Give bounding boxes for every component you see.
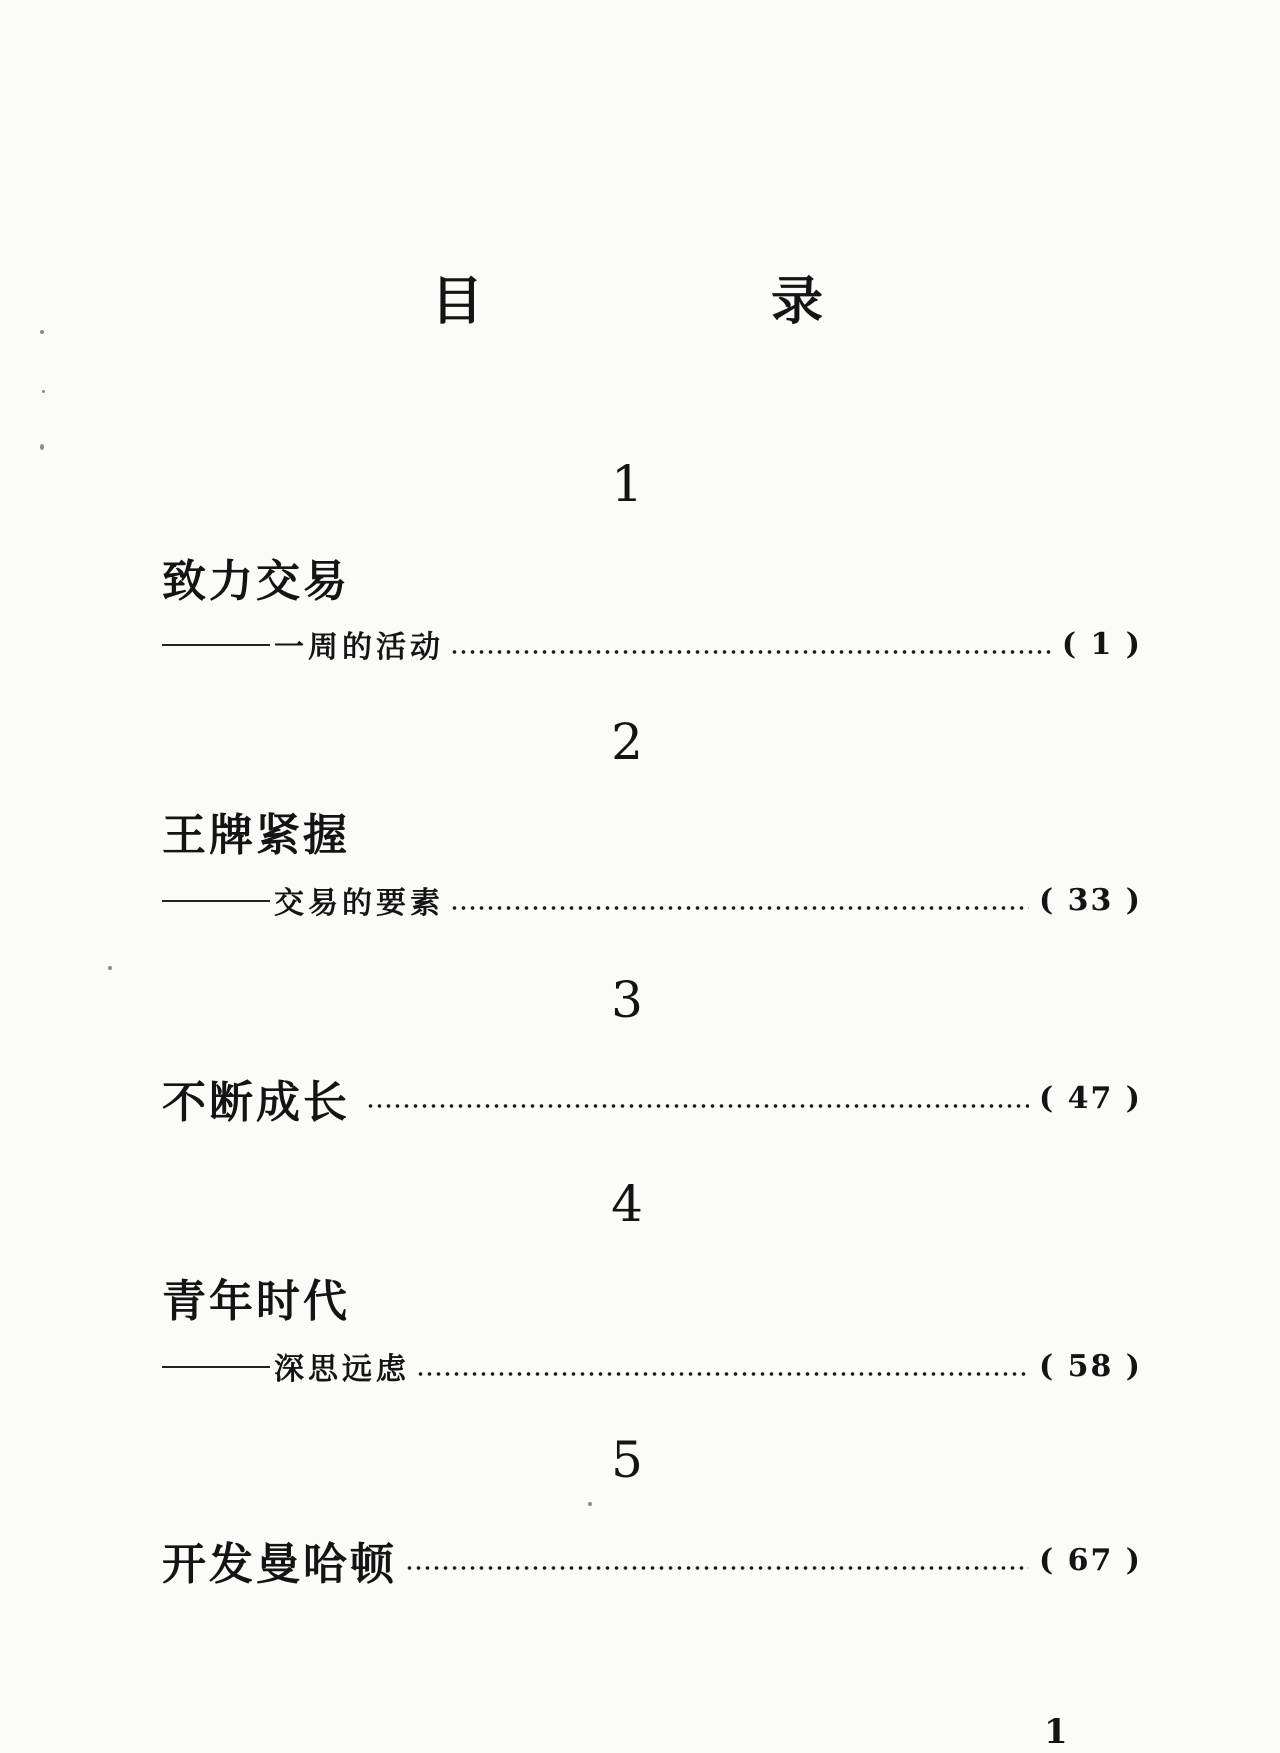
page-folio: 1 <box>1044 1712 1068 1752</box>
chapter-title: 青年时代 <box>162 1276 350 1327</box>
page-reference: ( 67 ) <box>1038 1542 1142 1578</box>
dot-leader <box>416 1372 1029 1376</box>
chapter-title: 开发曼哈顿 <box>162 1539 397 1590</box>
chapter-number: 3 <box>611 971 643 1029</box>
page-reference: ( 33 ) <box>1038 882 1142 918</box>
scan-speck <box>42 390 45 393</box>
chapter-title: 致力交易 <box>162 556 350 607</box>
page-reference: ( 47 ) <box>1038 1080 1142 1116</box>
page-reference: ( 1 ) <box>1061 626 1142 662</box>
chapter-title: 不断成长 <box>162 1077 350 1128</box>
scan-speck <box>588 1502 592 1506</box>
toc-entry <box>162 878 1142 922</box>
toc-entry <box>162 622 1142 666</box>
toc-entry <box>162 1528 1142 1592</box>
dot-leader <box>450 650 1052 654</box>
chapter-title: 王牌紧握 <box>162 810 350 861</box>
scan-speck <box>40 444 44 450</box>
subtitle-dash <box>162 1366 270 1368</box>
subtitle-dash <box>162 900 270 902</box>
chapter-number: 2 <box>611 713 643 771</box>
chapter-number: 1 <box>611 455 643 513</box>
chapter-subtitle: 一周的活动 <box>274 630 444 665</box>
chapter-subtitle: 深思远虑 <box>274 1352 410 1387</box>
subtitle-dash <box>162 644 270 646</box>
page-title: 目 录 <box>430 272 941 332</box>
dot-leader <box>405 1566 1029 1570</box>
scan-speck <box>108 966 112 970</box>
scan-speck <box>40 330 44 334</box>
toc-entry <box>162 1344 1142 1388</box>
chapter-number: 4 <box>611 1175 643 1233</box>
chapter-number: 5 <box>611 1431 643 1489</box>
page-reference: ( 58 ) <box>1038 1348 1142 1384</box>
chapter-subtitle: 交易的要素 <box>274 886 444 921</box>
dot-leader <box>450 906 1029 910</box>
toc-entry <box>162 1066 1142 1130</box>
dot-leader <box>366 1104 1029 1108</box>
